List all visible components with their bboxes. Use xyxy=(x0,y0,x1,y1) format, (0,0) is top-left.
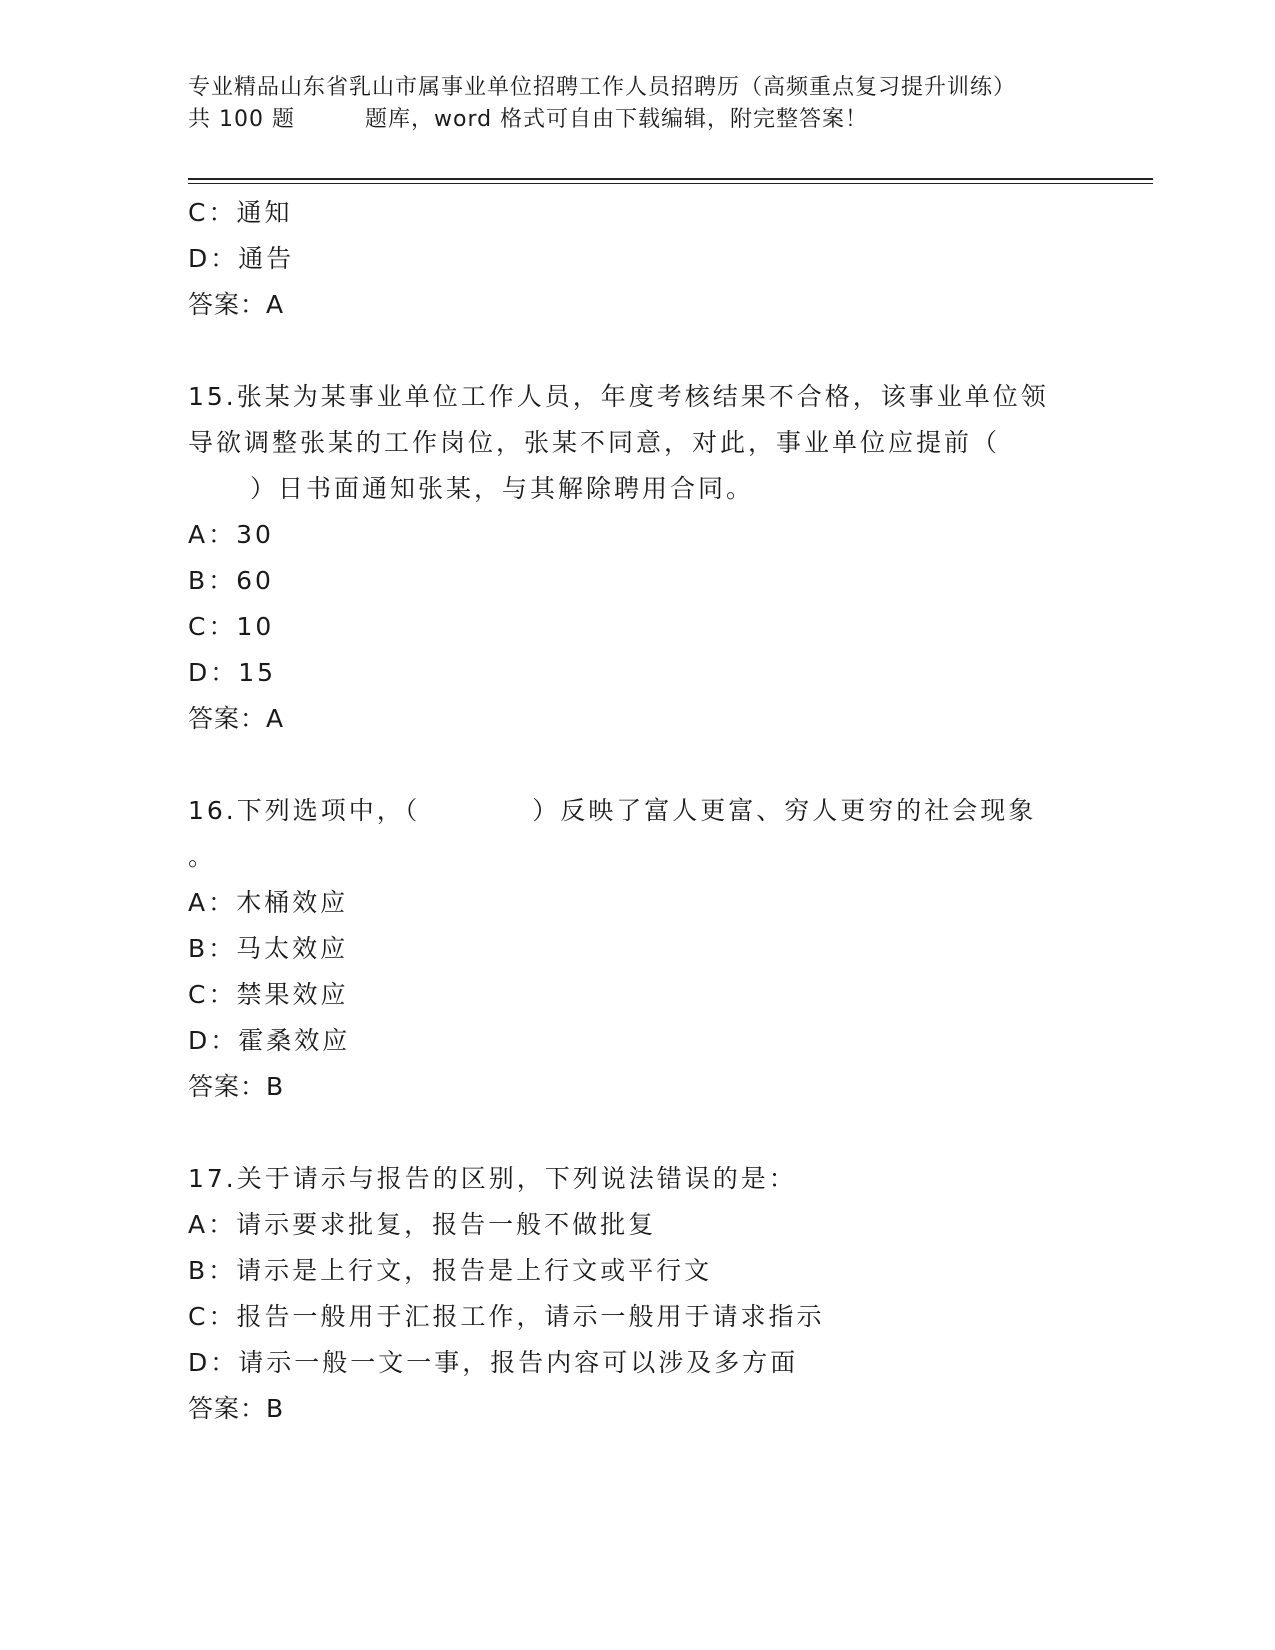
option-a: A：请示要求批复，报告一般不做批复 xyxy=(188,1210,657,1239)
question-text-line: 15.张某为某事业单位工作人员，年度考核结果不合格，该事业单位领 xyxy=(188,382,1049,411)
question-text-line: ）日书面通知张某，与其解除聘用合同。 xyxy=(250,474,755,503)
option-b: B：马太效应 xyxy=(188,934,349,963)
option-d: D：请示一般一文一事，报告内容可以涉及多方面 xyxy=(188,1348,799,1377)
header-divider-thin xyxy=(188,183,1153,184)
question-text-line: 17.关于请示与报告的区别，下列说法错误的是： xyxy=(188,1164,797,1193)
option-b: B：请示是上行文，报告是上行文或平行文 xyxy=(188,1256,713,1285)
header-question-count: 共 100 题 xyxy=(188,107,295,132)
question-text-line: 。 xyxy=(188,842,217,871)
question-16 xyxy=(188,788,1088,1110)
header-divider-thick xyxy=(188,178,1153,180)
question-text-line: 16.下列选项中，（ ）反映了富人更富、穷人更穷的社会现象 xyxy=(188,796,1037,825)
answer-line: 答案：B xyxy=(188,1072,285,1101)
question-list xyxy=(188,190,1088,1432)
answer-line: 答案：A xyxy=(188,290,285,319)
option-d: D：霍桑效应 xyxy=(188,1026,351,1055)
option-c: C：10 xyxy=(188,612,275,641)
question-spacer xyxy=(188,742,1088,788)
question-spacer xyxy=(188,1110,1088,1156)
answer-line: 答案：B xyxy=(188,1394,285,1423)
option-d: D：通告 xyxy=(188,244,295,273)
question-14 xyxy=(188,190,1088,328)
option-c: C：通知 xyxy=(188,198,293,227)
question-text-line: 导欲调整张某的工作岗位，张某不同意，对此，事业单位应提前（ xyxy=(188,428,1001,457)
option-a: A：30 xyxy=(188,520,274,549)
question-17 xyxy=(188,1156,1088,1432)
question-15 xyxy=(188,374,1088,742)
option-b: B：60 xyxy=(188,566,274,595)
header-subtitle-line xyxy=(188,104,1148,136)
option-c: C：报告一般用于汇报工作，请示一般用于请求指示 xyxy=(188,1302,825,1331)
header-description: 题库，word 格式可自由下载编辑，附完整答案！ xyxy=(364,107,869,132)
option-c: C：禁果效应 xyxy=(188,980,349,1009)
page-header xyxy=(188,72,1148,136)
question-spacer xyxy=(188,328,1088,374)
option-d: D：15 xyxy=(188,658,277,687)
header-title-line: 专业精品山东省乳山市属事业单位招聘工作人员招聘历（高频重点复习提升训练） xyxy=(188,75,1017,100)
answer-line: 答案：A xyxy=(188,704,285,733)
option-a: A：木桶效应 xyxy=(188,888,349,917)
